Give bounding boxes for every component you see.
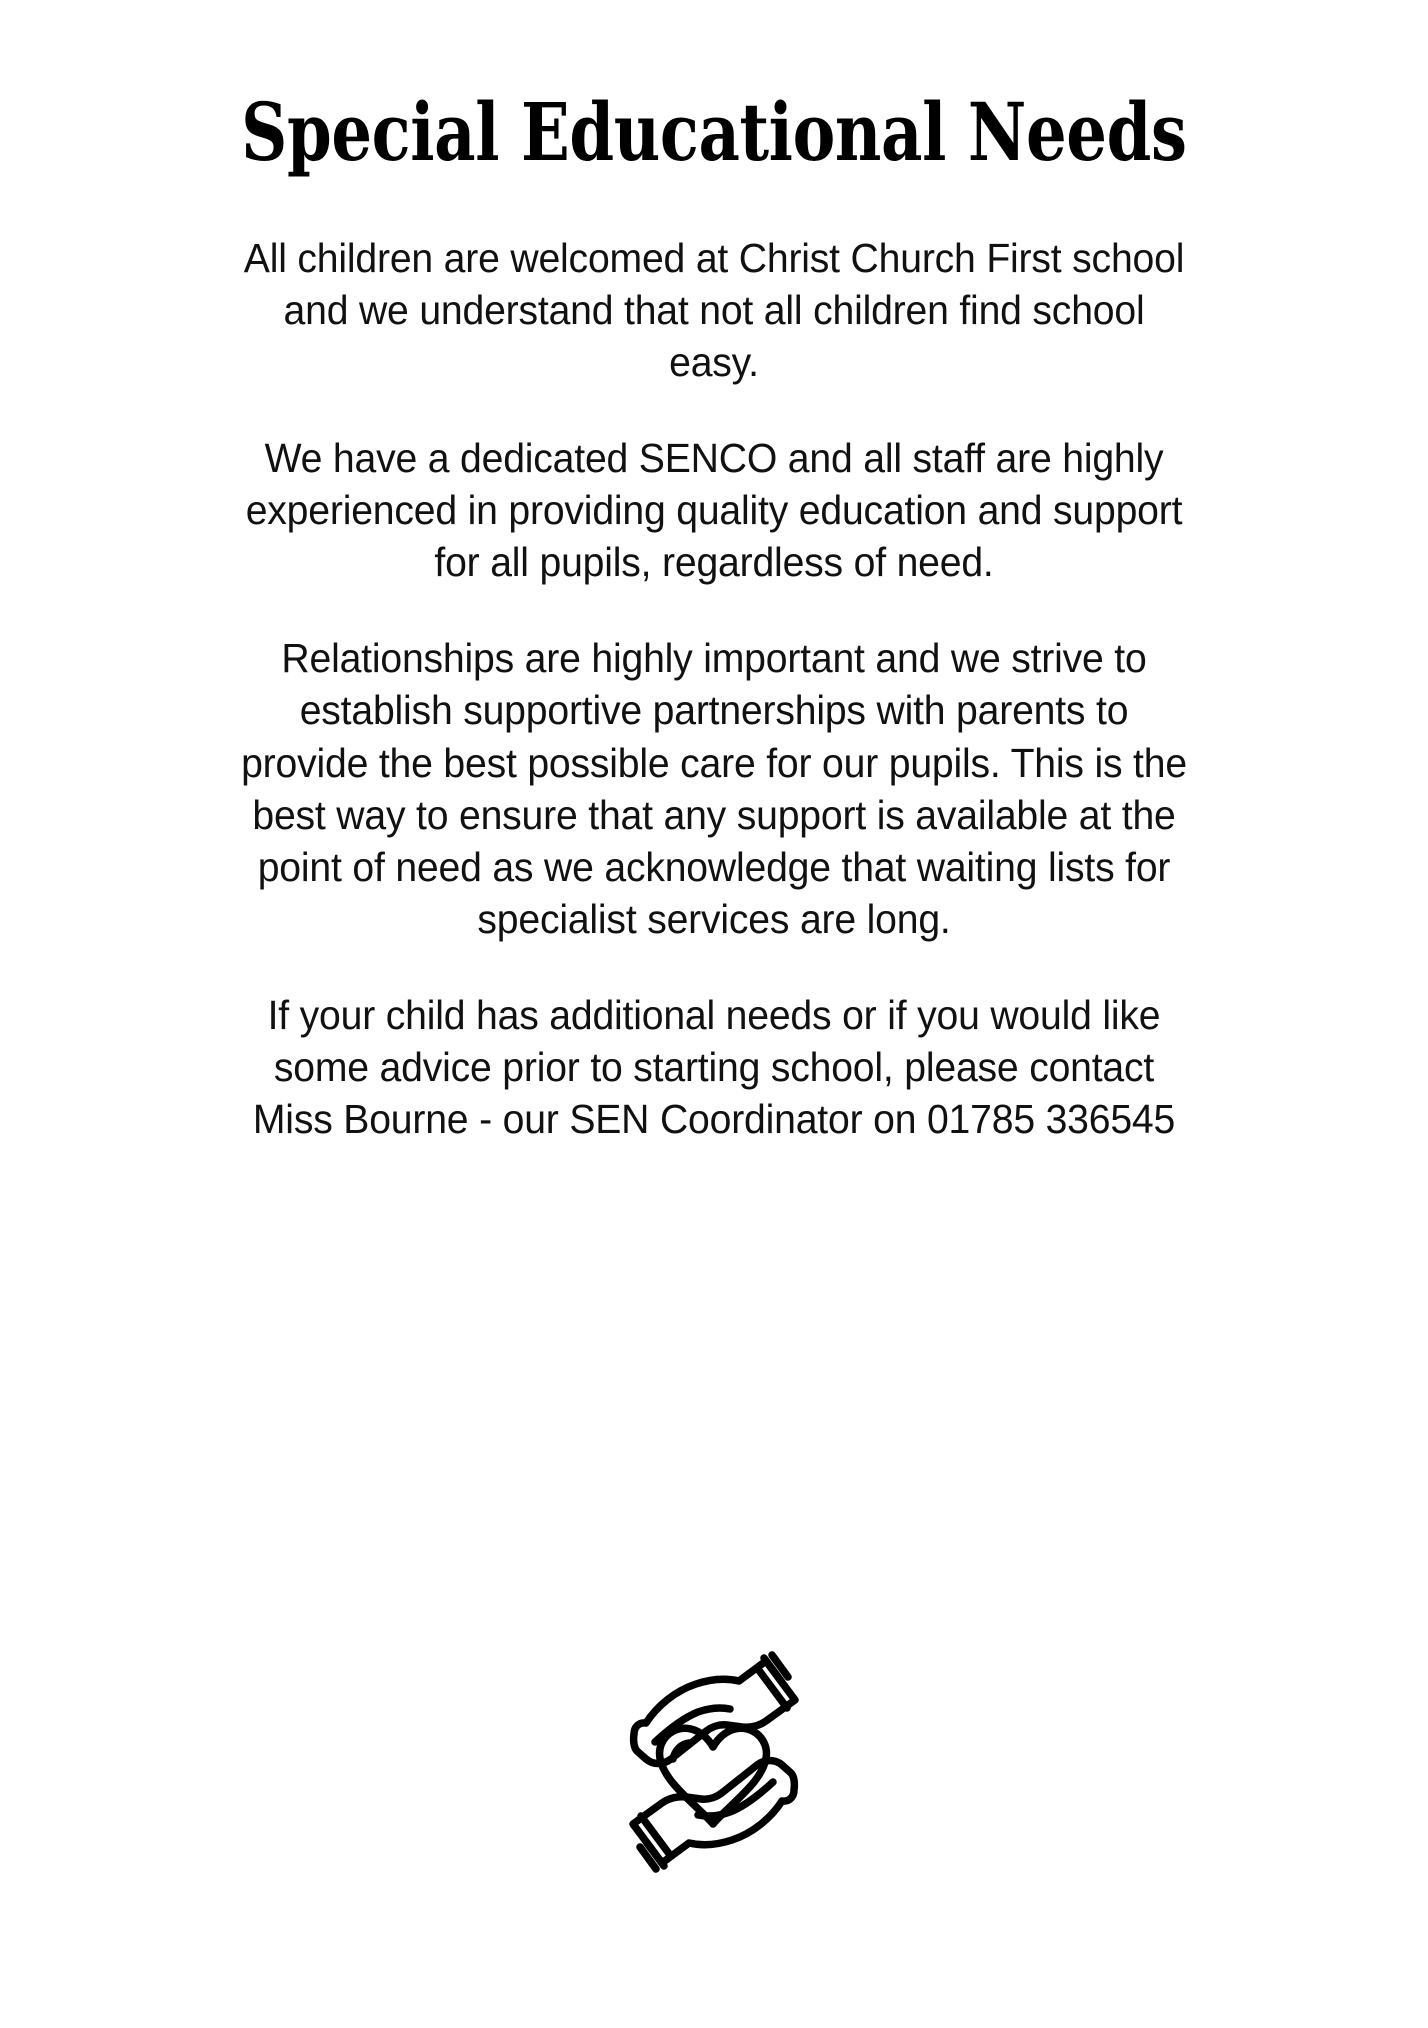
illustration-container: [0, 1628, 1428, 1901]
page-title: Special Educational Needs: [241, 85, 1187, 179]
paragraph-relationships: Relationships are highly important and we strive to establish supportive partnerships with parents to provide the best possible care for our pupils. This is the best way to ensure that any support is available at the point of need as we acknowledge that waiting lists for specialist services are long.: [241, 635, 1187, 942]
paragraph-contact: If your child has additional needs or if you would like some advice prior to starting school, please contact Miss Bourne - our SEN Coordinator on 01785 336545: [252, 991, 1176, 1142]
body-copy: [214, 232, 1214, 1145]
paragraph-welcome: All children are welcomed at Christ Church First school and we understand that not all children find school easy.: [243, 235, 1185, 386]
paragraph-senco: We have a dedicated SENCO and all staff are highly experienced in providing quality education and support for all pupils, regardless of need.: [245, 435, 1183, 586]
hands-holding-heart-icon: [599, 1628, 829, 1896]
heart-icon: [659, 1728, 766, 1824]
page-title-container: [0, 85, 1428, 179]
lower-hand-icon: [633, 1761, 794, 1870]
